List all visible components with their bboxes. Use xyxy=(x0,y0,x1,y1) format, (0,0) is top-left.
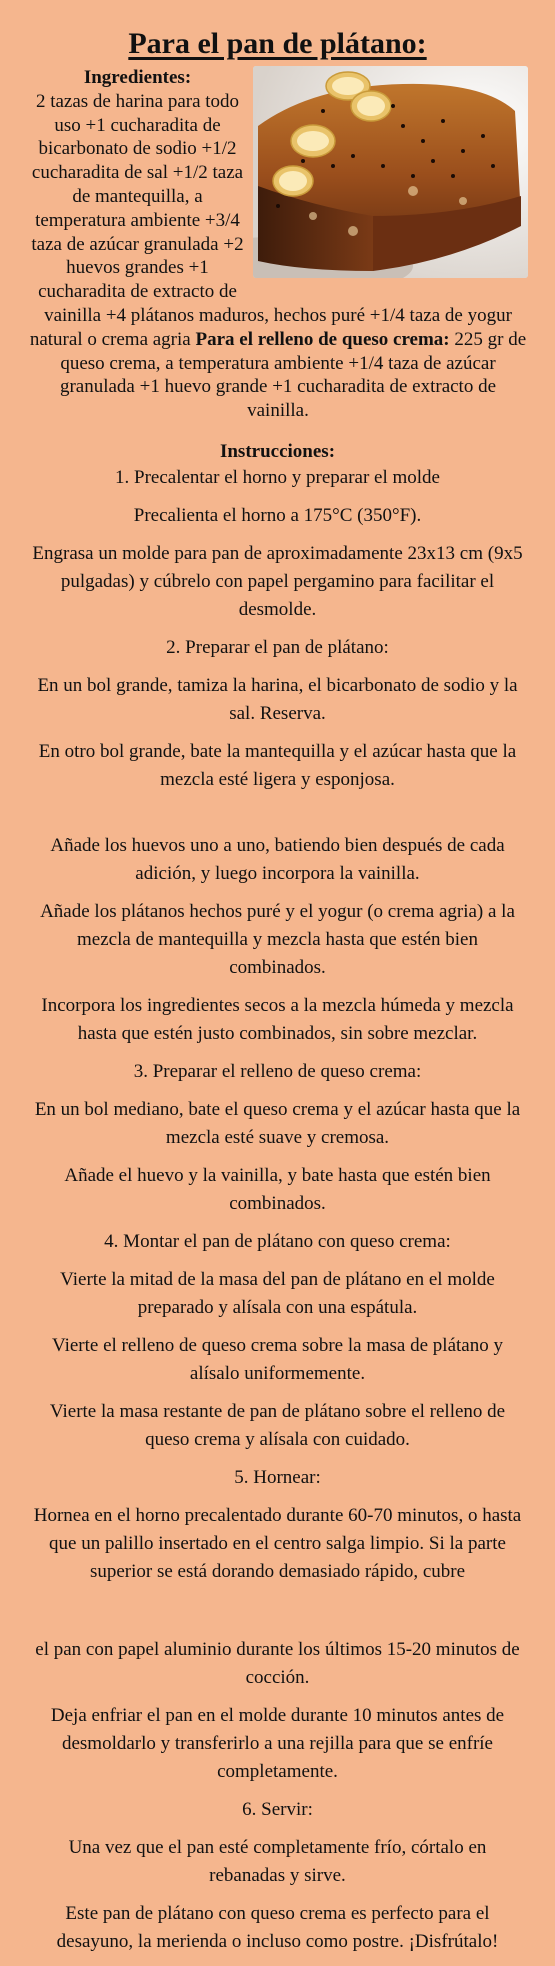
step-text: Añade los huevos uno a uno, batiendo bien después de cada adición, y luego incorpora la vainilla. xyxy=(50,835,505,884)
step-6-heading: 6. Servir: xyxy=(242,1799,313,1820)
step-text: el pan con papel aluminio durante los últimos 15-20 minutos de cocción. xyxy=(35,1639,520,1688)
step-text: Engrasa un molde para pan de aproximadamente 23x13 cm (9x5 pulgadas) y cúbrelo con papel pergamino para facilitar el desmolde. xyxy=(32,543,523,620)
step-4-heading: 4. Montar el pan de plátano con queso crema: xyxy=(104,1231,451,1252)
step-text: Vierte la masa restante de pan de plátano sobre el relleno de queso crema y alísala con cuidado. xyxy=(49,1401,506,1450)
instructions-section xyxy=(30,440,525,1966)
step-text: Añade el huevo y la vainilla, y bate hasta que estén bien combinados. xyxy=(64,1165,491,1214)
recipe-title: Para el pan de plátano: xyxy=(128,27,427,60)
step-3-heading: 3. Preparar el relleno de queso crema: xyxy=(133,1061,422,1082)
step-text: En un bol grande, tamiza la harina, el bicarbonato de sodio y la sal. Reserva. xyxy=(37,675,518,724)
step-text: Deja enfriar el pan en el molde durante 10 minutos antes de desmoldarlo y transferirlo a una rejilla para que se enfríe completamente. xyxy=(50,1705,505,1782)
step-2-heading: 2. Preparar el pan de plátano: xyxy=(166,637,389,658)
ingredients-heading: Ingredientes: xyxy=(83,67,192,88)
step-text: En otro bol grande, bate la mantequilla y el azúcar hasta que la mezcla esté ligera y esponjosa. xyxy=(38,741,517,790)
step-text: Vierte la mitad de la masa del pan de plátano en el molde preparado y alísala con una espátula. xyxy=(60,1269,495,1318)
step-text: Hornea en el horno precalentado durante 60-70 minutos, o hasta que un palillo insertado en el centro salga limpio. Si la parte superior se está dorando demasiado rápido, cubre xyxy=(33,1505,522,1582)
ingredients-section xyxy=(28,66,528,423)
step-text: Precalienta el horno a 175°C (350°F). xyxy=(133,505,422,526)
ingredients-list-bread: 2 tazas de harina para todo uso +1 cucharadita de bicarbonato de sodio +1/2 cucharadita de sal +1/2 taza de mantequilla, a temperatura ambiente +3/4 taza de azúcar granulada +2 huevos grandes +1 cucharadita de extracto de vainilla +4 plátanos maduros, hechos puré +1/4 taza de yogur natural o crema agria xyxy=(29,90,512,350)
filling-heading: Para el relleno de queso crema: xyxy=(195,328,450,350)
step-text: Vierte el relleno de queso crema sobre la masa de plátano y alísalo uniformemente. xyxy=(52,1335,503,1384)
step-text: Incorpora los ingredientes secos a la mezcla húmeda y mezcla hasta que estén justo combinados, sin sobre mezclar. xyxy=(41,995,514,1044)
step-text: Este pan de plátano con queso crema es perfecto para el desayuno, la merienda o incluso como postre. ¡Disfrútalo! xyxy=(56,1903,499,1952)
banana-bread-illustration xyxy=(253,66,528,278)
step-text: En un bol mediano, bate el queso crema y el azúcar hasta que la mezcla esté suave y cremosa. xyxy=(34,1099,521,1148)
step-text: Añade los plátanos hechos puré y el yogur (o crema agria) a la mezcla de mantequilla y mezcla hasta que estén bien combinados. xyxy=(40,901,515,978)
step-text: Una vez que el pan esté completamente frío, córtalo en rebanadas y sirve. xyxy=(68,1837,487,1886)
step-1-heading: 1. Precalentar el horno y preparar el molde xyxy=(115,467,440,488)
instructions-heading: Instrucciones: xyxy=(219,441,336,462)
banana-bread-photo xyxy=(253,66,528,278)
ingredients-list-filling: 225 gr de queso crema, a temperatura ambiente +1/4 taza de azúcar granulada +1 huevo grande +1 cucharadita de extracto de vainilla. xyxy=(59,328,527,422)
step-5-heading: 5. Hornear: xyxy=(234,1467,321,1488)
